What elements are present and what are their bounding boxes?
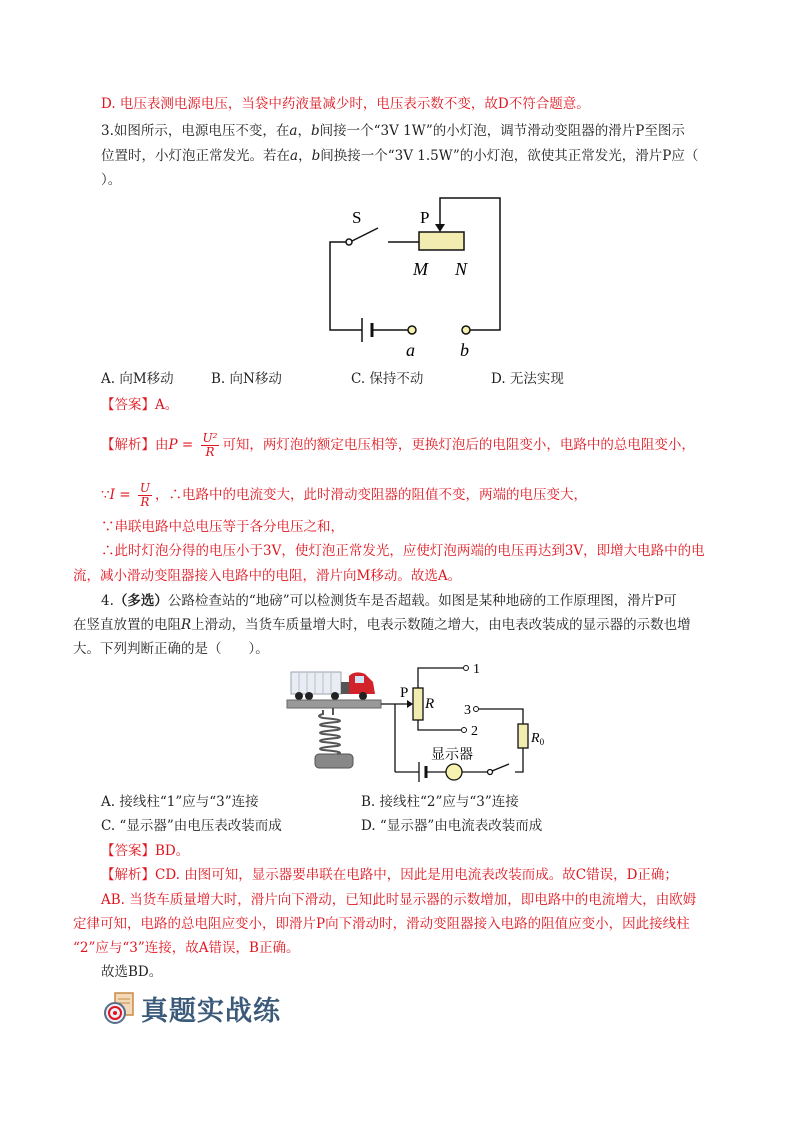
q3-stem-line-1 (0, 121, 800, 141)
q4-stem-text: 公路检查站的“地磅”可以检测货车是否超载。如图是某种地磅的工作原理图，滑片P可 (167, 593, 677, 609)
q3-switch-pivot (346, 239, 352, 245)
answer-tag: 【答案】 (101, 843, 155, 859)
q4-label-3: 3 (464, 703, 471, 718)
prev-option-d-explanation: D. 电压表测电源电压，当袋中药液量减少时，电压表示数不变，故D不符合题意。 (101, 96, 590, 112)
q4-analysis-line-1 (0, 865, 800, 885)
target-doc-icon (103, 991, 137, 1025)
q3-var-a: a (289, 123, 298, 139)
q4-analysis-text: CD. 由图可知，显示器要串联在电路中，因此是用电流表改装而成。故C错误，D正确； (155, 867, 678, 883)
q3-slider-arrow (435, 224, 445, 232)
q3-label-b: b (460, 340, 469, 360)
q4-stem-text: 上滑动，当货车质量增大时，电表示数随之增大，由电表改装成的显示器的示数也增 (191, 617, 691, 633)
answer-tag: 【答案】 (101, 397, 155, 413)
q3-wire-left (330, 242, 362, 330)
q3-label-s: S (352, 208, 362, 227)
q3-option-c: C. 保持不动 (351, 371, 424, 387)
q3-comma: ， (298, 148, 312, 164)
q3-stem-text: 间换接一个“3V 1.5W”的小灯泡，欲使其正常发光，滑片P应（ (320, 148, 699, 164)
q4-option-b: B. 接线柱“2”应与“3”连接 (361, 794, 519, 810)
q4-multi-select-tag: （多选） (113, 593, 168, 609)
q3-formula-u-over-r (138, 482, 152, 509)
q4-option-d: D. “显示器”由电流表改装而成 (361, 818, 543, 834)
q4-analysis-line-2: AB. 当货车质量增大时，滑片向下滑动，已知此时显示器的示数增加，即电路中的电流增大，由欧姆 (101, 892, 697, 908)
analysis-tag: 【解析】 (101, 437, 155, 453)
q3-formula-eq: = (177, 437, 198, 453)
q3-analysis-line-2 (0, 478, 800, 512)
q4-label-p: P (400, 685, 409, 701)
q4-terminal-3 (474, 707, 479, 712)
q3-formula-eq: = (114, 487, 135, 503)
q3-rheostat (419, 232, 464, 250)
q4-stem-line-3: 大。下列判断正确的是（ ）。 (73, 641, 269, 657)
q4-number: 4. (101, 593, 114, 609)
q3-analysis-text: 由 (155, 437, 169, 453)
q4-display-meter (446, 764, 462, 780)
q4-switch-pivot (488, 770, 493, 775)
analysis-tag: 【解析】 (101, 867, 155, 883)
q4-label-1: 1 (473, 662, 480, 677)
q3-analysis-line-1 (0, 428, 800, 462)
q3-stem-text: 位置时，小灯泡正常发光。若在 (101, 148, 290, 164)
q3-stem-line-2 (0, 146, 800, 166)
q3-switch-blade (352, 228, 378, 241)
q3-label-n: N (455, 259, 468, 279)
q4-switch-blade (492, 764, 509, 771)
q4-var-r: R (181, 617, 192, 633)
q4-analysis-line-4: “2”应与“3”连接，故A错误，B正确。 (73, 940, 300, 956)
q3-formula-numerator: U (139, 481, 150, 495)
q3-option-b: B. 向N移动 (211, 371, 282, 387)
q3-formula-denominator: R (205, 445, 215, 459)
q3-var-a: a (290, 148, 299, 164)
q4-slider-arrow (407, 700, 413, 708)
q4-option-a: A. 接线柱“1”应与“3”连接 (101, 794, 259, 810)
q3-formula-i: I (109, 487, 115, 503)
q4-label-display: 显示器 (431, 748, 473, 763)
q4-stem-line-2 (0, 615, 800, 635)
q4-label-r0-sub: 0 (539, 737, 545, 747)
q3-terminal-a (408, 326, 416, 334)
q4-conclusion: 故选BD。 (101, 964, 163, 980)
q4-option-c: C. “显示器”由电压表改装而成 (101, 818, 282, 834)
q4-label-2: 2 (471, 724, 478, 739)
q4-terminal-1 (464, 666, 469, 671)
q4-stem-text: 在竖直放置的电阻 (73, 617, 181, 633)
therefore-symbol: ，∴ (154, 487, 182, 503)
because-symbol: ∵ (101, 487, 110, 503)
q3-analysis-line-3: ∵串联电路中总电压等于各分电压之和， (101, 519, 344, 535)
q4-weighbridge-diagram (285, 660, 550, 785)
q4-answer-value: BD。 (155, 843, 190, 859)
q3-var-b: b (311, 148, 321, 164)
truck-icon (291, 672, 375, 700)
section-title: 真题实战练 (141, 995, 281, 1027)
q3-comma: ， (297, 123, 311, 139)
q3-terminal-b (462, 326, 470, 334)
q4-analysis-line-3: 定律可知，电路的总电阻应变小，即滑片P向下滑动时，滑动变阻器接入电路的阻值应变小，因此接线柱 (73, 916, 690, 932)
q3-answer-value: A。 (155, 397, 179, 413)
q3-label-a: a (406, 340, 415, 360)
q4-answer (0, 841, 800, 861)
q3-var-b: b (310, 123, 320, 139)
q3-option-d: D. 无法实现 (491, 371, 564, 387)
spring-base (315, 754, 353, 768)
spring-icon (319, 708, 340, 754)
q3-analysis-text: 可知，两灯泡的额定电压相等，更换灯泡后的电阻变小，电路中的总电阻变小， (222, 437, 695, 453)
q3-wire-right (440, 198, 500, 330)
scale-platform (287, 700, 381, 708)
q4-label-r0 (530, 731, 545, 747)
q3-label-p: P (420, 208, 430, 227)
q3-label-m: M (413, 259, 428, 279)
q3-analysis-text: 电路中的电流变大，此时滑动变阻器的阻值不变，两端的电压变大， (181, 487, 587, 503)
q3-option-a: A. 向M移动 (101, 371, 174, 387)
q3-formula-numerator: U² (202, 431, 218, 445)
q3-stem-text: 3.如图所示，电源电压不变，在 (101, 123, 290, 139)
q4-resistor-r0 (518, 724, 528, 748)
q3-formula-u2-over-r (201, 432, 220, 459)
q4-label-r0-main: R (531, 731, 540, 746)
q3-formula-denominator: R (140, 495, 150, 509)
q4-label-r: R (425, 696, 435, 712)
q3-answer (0, 395, 800, 415)
section-header (103, 990, 281, 1026)
q3-stem-line-3: ）。 (101, 172, 122, 188)
q3-formula-p: P (168, 437, 178, 453)
q4-stem-line-1 (0, 591, 800, 611)
q4-resistor-r (413, 688, 423, 720)
q3-analysis-line-4: ∴此时灯泡分得的电压小于3V，使灯泡正常发光，应使灯泡两端的电压再达到3V，即增大电路中的电 (101, 543, 705, 559)
q4-terminal-2 (462, 728, 467, 733)
q3-stem-text: 间接一个“3V 1W”的小灯泡，调节滑动变阻器的滑片P至图示 (319, 123, 685, 139)
q3-circuit-diagram (300, 190, 520, 365)
q3-analysis-line-5: 流，减小滑动变阻器接入电路中的电阻，滑片向M移动。故选A。 (73, 568, 462, 584)
